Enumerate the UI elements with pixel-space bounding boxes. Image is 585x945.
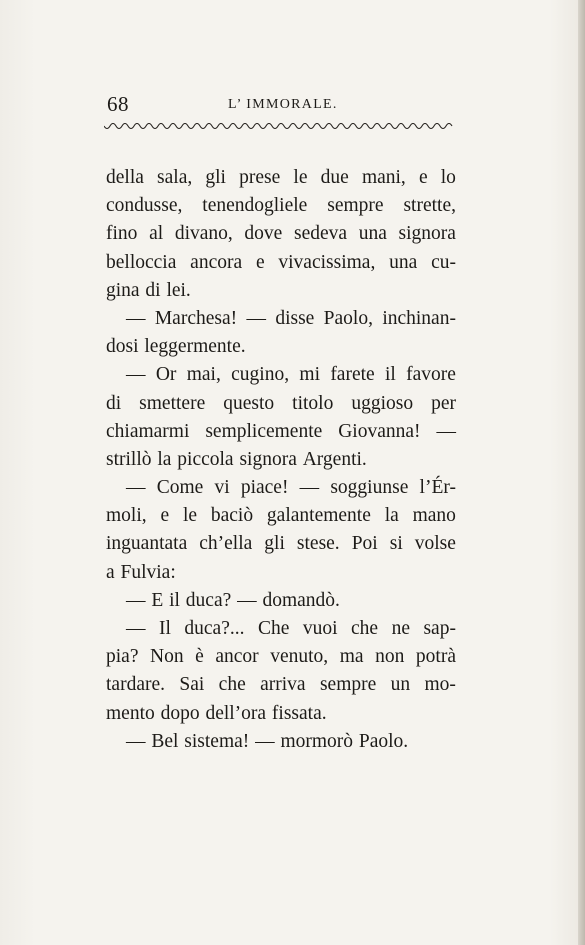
text-line: [106, 530, 456, 558]
word: signora: [239, 448, 297, 470]
word: —: [126, 307, 146, 329]
text-line: [106, 361, 456, 389]
word: Sai: [179, 674, 205, 696]
word: dell’ora: [205, 702, 267, 724]
text-line: [106, 502, 456, 530]
word: cugino,: [231, 364, 290, 386]
word: si: [389, 533, 403, 555]
word: che: [351, 618, 379, 639]
word: non: [375, 646, 405, 668]
word: una: [358, 223, 387, 245]
word: la: [384, 505, 399, 527]
text-line: [106, 728, 456, 756]
text-line: [106, 220, 456, 248]
text-line: [106, 164, 456, 192]
word: il: [385, 364, 396, 386]
word: —: [126, 477, 146, 499]
text-line: [106, 615, 456, 643]
word: venuto,: [270, 646, 329, 668]
word: duca?...: [184, 618, 245, 639]
word: —: [246, 307, 266, 329]
word: soggiunse: [330, 477, 409, 499]
word: leggermente.: [144, 336, 246, 358]
word: una: [389, 251, 418, 273]
word: sap-: [423, 618, 456, 639]
word: questo: [223, 392, 275, 414]
word: volse: [414, 533, 456, 555]
word: domandò.: [262, 589, 340, 611]
word: inchinan-: [382, 307, 456, 329]
word: le: [182, 505, 198, 527]
word: di: [106, 392, 122, 414]
word: signora: [398, 223, 456, 245]
word: vuoi: [302, 618, 338, 639]
word: sempre: [327, 195, 384, 217]
page-edge: [578, 0, 585, 945]
word: pia?: [106, 646, 139, 668]
text-line: [106, 249, 456, 277]
word: mai,: [186, 364, 221, 386]
word: —: [126, 730, 146, 752]
word: per: [431, 392, 456, 414]
word: di: [145, 279, 161, 301]
word: Poi: [351, 533, 378, 555]
text-line: [106, 643, 456, 671]
word: dove: [244, 223, 283, 245]
text-line: [106, 671, 456, 699]
word: Argenti.: [302, 448, 367, 470]
word: e: [418, 167, 428, 188]
page-number: 68: [107, 92, 129, 116]
text-line: [106, 333, 456, 361]
text-line: [106, 418, 456, 446]
word: Paolo,: [323, 307, 373, 329]
word: Il: [158, 618, 171, 639]
text-line: [106, 192, 456, 220]
word: a: [106, 561, 115, 583]
word: titolo: [292, 392, 334, 414]
word: —: [299, 477, 320, 499]
word: mo-: [424, 674, 456, 696]
word: piccola: [177, 448, 234, 470]
word: Bel: [151, 730, 179, 752]
word: ancor: [215, 646, 259, 668]
word: Or: [155, 364, 177, 386]
word: —: [436, 420, 456, 442]
word: arriva: [260, 674, 306, 696]
word: Fulvia:: [120, 561, 176, 583]
word: vi: [214, 477, 230, 499]
text-line: [106, 474, 456, 502]
word: mi: [299, 364, 320, 386]
word: dopo: [160, 702, 200, 724]
word: —: [126, 618, 146, 639]
word: strette,: [403, 195, 456, 217]
word: stese.: [296, 533, 340, 555]
word: la: [157, 448, 172, 470]
word: belloccia: [106, 251, 177, 273]
word: prese: [239, 167, 281, 188]
text-line: [106, 587, 456, 615]
word: disse: [275, 307, 315, 329]
word: Che: [257, 618, 290, 639]
word: due: [320, 167, 349, 188]
text-line: [106, 446, 456, 474]
text-line: [106, 305, 456, 333]
text-line: [106, 390, 456, 418]
word: sedeva: [293, 223, 348, 245]
word: Marchesa!: [154, 307, 238, 329]
word: fissata.: [271, 702, 327, 724]
running-head: L’ IMMORALE.: [228, 97, 338, 112]
word: che: [218, 674, 246, 696]
word: gli: [205, 167, 226, 188]
word: favore: [406, 364, 456, 386]
word: sempre: [319, 674, 377, 696]
word: ancora: [190, 251, 243, 273]
word: baciò: [210, 505, 254, 527]
word: ma: [339, 646, 364, 668]
word: Non: [150, 646, 184, 668]
word: tardare.: [106, 674, 165, 696]
word: condusse,: [106, 195, 183, 217]
word: moli,: [106, 505, 147, 527]
word: fino: [106, 223, 138, 245]
word: è: [195, 646, 204, 668]
word: mani,: [361, 167, 406, 188]
word: galantemente: [266, 505, 371, 527]
word: ch’ella: [199, 533, 253, 555]
word: —: [126, 589, 146, 611]
word: Giovanna!: [338, 420, 421, 442]
word: sala,: [157, 167, 193, 188]
word: e: [255, 251, 265, 273]
word: smettere: [139, 392, 206, 414]
body-text: [106, 164, 456, 756]
word: mano: [412, 505, 456, 527]
word: le: [293, 167, 308, 188]
word: duca?: [185, 589, 232, 611]
word: e: [160, 505, 170, 527]
word: —: [237, 589, 257, 611]
wavy-rule-ornament-icon: [104, 123, 456, 133]
word: potrà: [415, 646, 456, 668]
word: —: [255, 730, 275, 752]
word: farete: [330, 364, 375, 386]
word: sistema!: [184, 730, 250, 752]
word: cu-: [431, 251, 456, 273]
word: un: [390, 674, 411, 696]
word: uggioso: [351, 392, 414, 414]
word: tenendogliele: [202, 195, 308, 217]
word: gina: [106, 279, 140, 301]
word: lo: [440, 167, 456, 188]
word: gli: [264, 533, 285, 555]
word: chiamarmi: [106, 420, 190, 442]
word: mento: [106, 702, 155, 724]
word: il: [169, 589, 180, 611]
word: della: [106, 167, 144, 188]
word: semplicemente: [205, 420, 323, 442]
word: mormorò: [280, 730, 354, 752]
word: strillò: [106, 448, 152, 470]
page-header: [107, 92, 457, 116]
text-line: [106, 277, 456, 305]
word: vivacissima,: [278, 251, 376, 273]
word: Paolo.: [358, 730, 409, 752]
word: divano,: [174, 223, 233, 245]
word: piace!: [240, 477, 289, 499]
word: inguantata: [106, 533, 188, 555]
word: dosi: [106, 336, 139, 358]
word: lei.: [166, 279, 191, 301]
word: E: [151, 589, 164, 611]
word: l’Ér-: [419, 477, 456, 499]
word: —: [126, 364, 146, 386]
text-line: [106, 700, 456, 728]
word: Come: [156, 477, 204, 499]
word: ne: [391, 618, 410, 639]
word: al: [149, 223, 164, 245]
text-line: [106, 559, 456, 587]
